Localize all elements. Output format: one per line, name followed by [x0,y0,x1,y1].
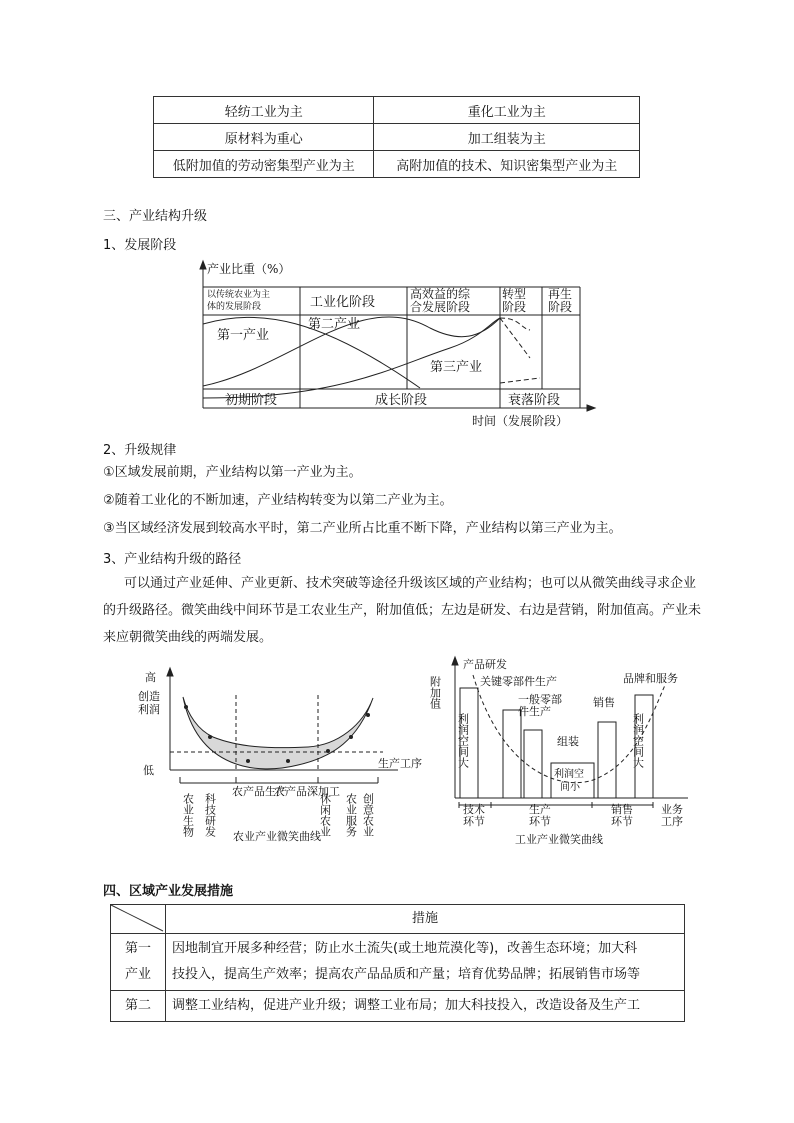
bar-label: 关键零部件生产 [480,675,557,688]
measures-cell [166,934,685,991]
y-axis-label: 利润 [138,703,160,716]
y-low-label: 低 [143,764,154,777]
table-cell: 高附加值的技术、知识密集型产业为主 [374,151,640,178]
table-cell: 重化工业为主 [374,97,640,124]
table-row [154,97,640,124]
table-row [111,991,685,1022]
table-cell: 原材料为重心 [154,124,374,151]
measures-table [110,904,685,1022]
rule-item: ②随着工业化的不断加速，产业结构转变为以第二产业为主。 [103,493,453,508]
rule-item: ①区域发展前期，产业结构以第一产业为主。 [103,465,362,480]
category-label: 科技研发 [203,793,217,837]
bar-label: 产品研发 [463,658,507,671]
category-label: 农业生物 [181,793,195,837]
bar-text: 利润空间大 [631,713,645,768]
stage-label: 合发展阶段 [410,300,471,314]
agri-smile-curve-diagram [138,665,438,845]
comparison-table [153,96,640,178]
segment-label: 环节 [529,815,551,828]
segment-label: 技术 [463,803,485,816]
bar-text: 利润空 [554,769,584,780]
stage-label: 再生 [548,287,573,301]
category-label: 农业服务 [344,793,358,837]
row-label-line: 产业 [124,967,151,982]
table-cell: 低附加值的劳动密集型产业为主 [154,151,374,178]
stage-diagram [190,258,610,433]
bottom-stage-label: 成长阶段 [375,393,428,408]
segment-label: 环节 [463,815,485,828]
curve-label: 第一产业 [217,328,270,343]
segment-label: 生产 [529,803,551,816]
bottom-stage-label: 衰落阶段 [508,393,561,408]
stage-label: 阶段 [502,300,527,314]
category-label: 农产品生产 [232,785,287,798]
industry-smile-curve-diagram [428,655,703,850]
bar-label: 一般零部 [518,693,562,706]
subsection-heading: 2、升级规律 [103,443,177,458]
table-cell: 轻纺工业为主 [154,97,374,124]
section-heading: 三、产业结构升级 [103,209,208,224]
diagonal-line [111,905,163,931]
stage-label: 阶段 [548,300,573,314]
bar-label: 品牌和服务 [623,672,678,685]
table-cell: 加工组装为主 [374,124,640,151]
section-heading: 四、区域产业发展措施 [103,884,234,899]
diagram-caption: 工业产业微笑曲线 [515,833,603,846]
table-row [111,905,685,934]
y-axis-label: 创造 [138,690,160,703]
table-row [111,934,685,991]
row-label: 第二 [111,991,166,1022]
stage-label: 以传统农业为主 [207,290,271,300]
table-header: 措施 [166,905,685,934]
diagram-caption: 农业产业微笑曲线 [233,830,321,843]
y-high-label: 高 [145,671,156,684]
row-label-line: 第一 [124,941,151,956]
row-label [111,934,166,991]
segment-label: 环节 [611,815,633,828]
paragraph-line: 可以通过产业延伸、产业更新、技术突破等途径升级该区域的产业结构；也可以从微笑曲线寻求企业 [124,576,697,591]
x-axis-label: 生产工序 [378,757,422,770]
category-label: 创意农业 [361,793,375,837]
bar-label: 销售 [593,696,615,709]
subsection-heading: 3、产业结构升级的路径 [103,552,242,567]
y-axis-label: 附加值 [428,676,442,709]
segment-label: 销售 [611,803,633,816]
x-axis-label: 时间（发展阶段） [472,414,569,428]
curve-label: 第三产业 [430,360,483,375]
subsection-heading: 1、发展阶段 [103,238,177,253]
category-label: 休闲农业 [318,793,332,837]
cell-line: 技投入，提高生产效率；提高农产品品质和产量；培育优势品牌；拓展销售市场等 [172,967,641,982]
paragraph-line: 来应朝微笑曲线的两端发展。 [103,630,273,645]
stage-label: 体的发展阶段 [207,302,262,312]
segment-label: 工序 [661,815,683,828]
segment-label: 业务 [661,803,683,816]
cell-line: 因地制宜开展多种经营；防止水土流失(或土地荒漠化等)，改善生态环境；加大科 [172,941,638,956]
curve-label: 第二产业 [308,317,361,332]
bottom-stage-label: 初期阶段 [225,393,278,408]
bar-label: 组装 [557,735,579,748]
bar-label: 件生产 [518,705,551,718]
table-row [154,124,640,151]
table-row [154,151,640,178]
stage-label: 转型 [502,287,527,301]
measures-cell: 调整工业结构，促进产业升级；调整工业布局；加大科技投入，改造设备及生产工 [166,991,685,1022]
stage-label: 工业化阶段 [310,295,376,310]
diagonal-header-cell [111,905,166,934]
y-axis-label: 产业比重（%） [207,262,291,276]
category-label: 农产品深加工 [274,785,340,798]
rule-item: ③当区域经济发展到较高水平时，第二产业所占比重不断下降，产业结构以第三产业为主。 [103,521,622,536]
bar-text: 利润空间大 [456,713,470,768]
stage-label: 高效益的综 [410,287,471,301]
paragraph-line: 的升级路径。微笑曲线中间环节是工农业生产，附加值低；左边是研发、右边是营销，附加值高。产业未 [103,603,702,618]
bar-text: 间小 [560,782,580,793]
